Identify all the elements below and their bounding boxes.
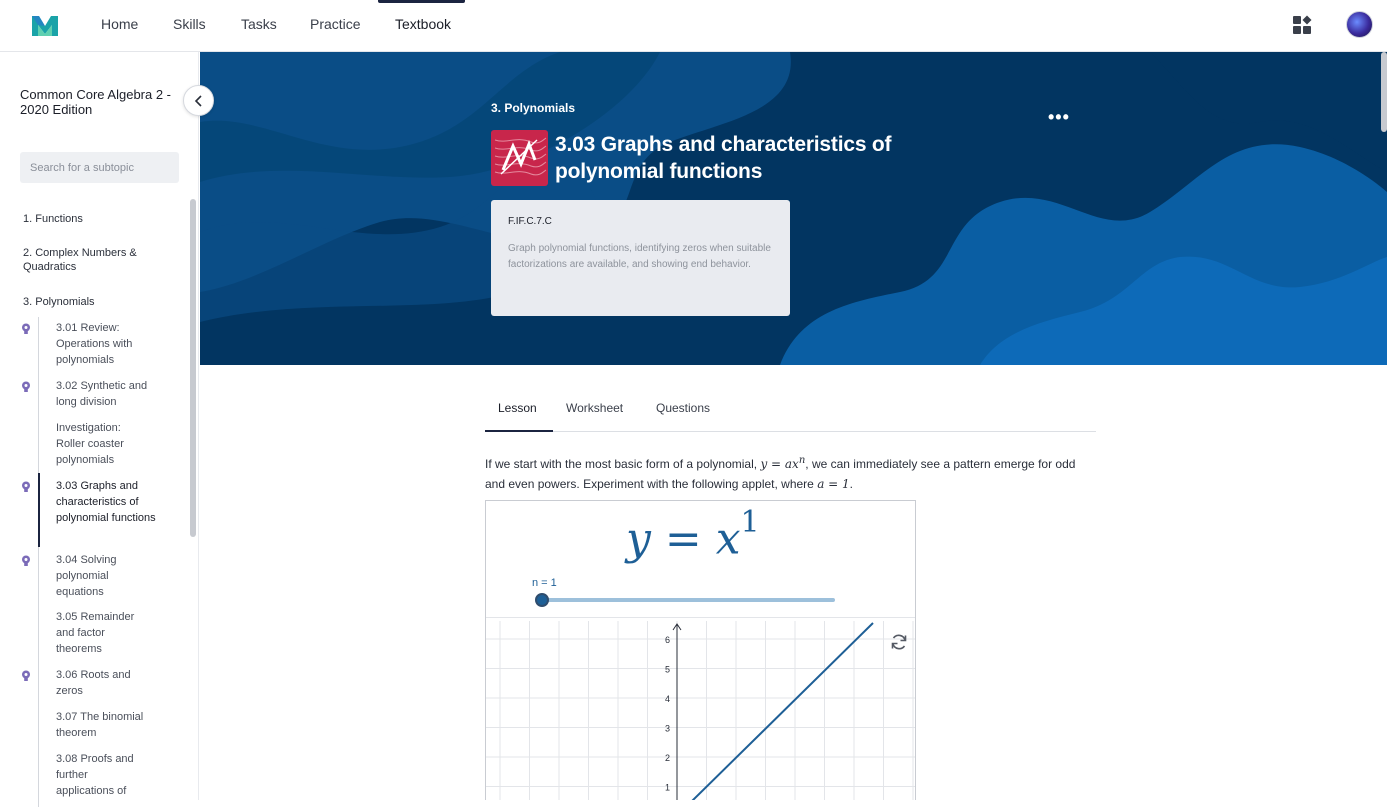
nav-active-indicator [378, 0, 465, 3]
y-tick-label: 6 [664, 635, 670, 645]
apps-grid-icon[interactable] [1292, 15, 1312, 35]
nav-tasks[interactable]: Tasks [241, 16, 277, 32]
nav-textbook[interactable]: Textbook [395, 16, 452, 32]
y-tick-label: 5 [664, 664, 670, 675]
standard-code: F.IF.C.7.C [508, 216, 552, 227]
standard-card [491, 200, 790, 316]
tab-questions[interactable]: Questions [656, 401, 711, 415]
nav-practice[interactable]: Practice [310, 16, 361, 32]
nav-home[interactable]: Home [101, 16, 139, 32]
sidebar [0, 52, 199, 800]
n-slider-track[interactable] [542, 598, 835, 602]
more-options-button[interactable]: ••• [1048, 107, 1070, 127]
chapter-polynomials[interactable]: 3. Polynomials [23, 296, 95, 308]
lightbulb-icon [21, 381, 31, 394]
intro-text-part: , we can immediately see a pattern emerge for odd and even powers. Experiment with the following applet, where [485, 457, 1076, 491]
function-graph[interactable] [486, 621, 916, 800]
lesson-tabs [485, 391, 1096, 432]
course-title: Common Core Algebra 2 - 2020 Edition [20, 87, 172, 117]
y-tick-label: 4 [664, 694, 670, 704]
mathspace-logo-icon[interactable] [30, 12, 60, 38]
lesson-intro-text [485, 451, 1095, 494]
subtopic-3-02[interactable]: 3.02 Synthetic and long division [56, 380, 148, 408]
chapter-functions[interactable]: 1. Functions [23, 213, 83, 225]
user-avatar[interactable] [1346, 11, 1373, 38]
intro-formula [760, 457, 805, 471]
intro-text-part: . [849, 477, 854, 491]
chevron-left-icon [194, 94, 204, 108]
subtopic-3-07[interactable]: 3.07 The binomial theorem [56, 711, 144, 739]
y-tick-labels [665, 635, 670, 793]
intro-formula-base: y = ax [760, 457, 799, 471]
graph-grid [486, 621, 916, 800]
breadcrumb[interactable]: 3. Polynomials [491, 101, 576, 115]
lesson-title: 3.03 Graphs and characteristics of polynomial functions [555, 133, 892, 183]
subtopic-3-08[interactable]: 3.08 Proofs and further applications of [56, 753, 134, 797]
lesson-banner [200, 52, 1387, 365]
subtopic-3-03[interactable]: 3.03 Graphs and characteristics of polynomial functions [56, 480, 156, 524]
subtopic-3-06[interactable]: 3.06 Roots and zeros [56, 669, 131, 697]
tab-lesson[interactable]: Lesson [498, 401, 537, 415]
collapse-sidebar-button[interactable] [183, 85, 214, 116]
tab-active-underline [485, 430, 553, 432]
banner-background-shapes [200, 52, 1387, 365]
lightbulb-icon [21, 481, 31, 494]
intro-formula-a: a = 1 [817, 477, 850, 491]
nav-skills[interactable]: Skills [173, 16, 206, 32]
chapter-complex-numbers[interactable]: 2. Complex Numbers & Quadratics [23, 247, 137, 273]
standard-description: Graph polynomial functions, identifying zeros when suitable factorizations are available, and showing end behavior. [508, 243, 771, 270]
lightbulb-icon [21, 555, 31, 568]
n-slider-handle[interactable] [535, 593, 549, 607]
tab-worksheet[interactable]: Worksheet [566, 401, 624, 415]
subtopic-active-marker [38, 473, 40, 547]
sidebar-scrollbar[interactable] [190, 199, 196, 537]
lesson-graph-icon [491, 130, 548, 186]
lightbulb-icon [21, 323, 31, 336]
subtopic-3-01[interactable]: 3.01 Review: Operations with polynomials [56, 322, 133, 366]
subtopic-3-05[interactable]: 3.05 Remainder and factor theorems [56, 611, 135, 655]
applet-formula [626, 505, 760, 565]
slider-label: n = 1 [532, 577, 557, 589]
top-navigation [0, 0, 1387, 52]
subtopic-3-04[interactable]: 3.04 Solving polynomial equations [56, 554, 117, 598]
applet-divider [486, 617, 916, 618]
applet-formula-base: y = x [626, 513, 741, 565]
applet-formula-exponent: 1 [740, 505, 760, 540]
y-tick-label: 2 [664, 753, 670, 763]
intro-formula-exponent: n [798, 455, 806, 466]
reset-icon[interactable] [889, 632, 909, 652]
subtopic-search-input[interactable] [20, 152, 179, 183]
y-tick-label: 1 [664, 782, 670, 793]
subtopic-guide-line [38, 317, 39, 807]
function-curve [692, 623, 873, 800]
polynomial-applet[interactable] [485, 500, 916, 800]
page-scrollbar[interactable] [1381, 52, 1387, 132]
subtopic-investigation[interactable]: Investigation: Roller coaster polynomials [56, 422, 124, 466]
lightbulb-icon [21, 670, 31, 683]
intro-text-part: If we start with the most basic form of a polynomial, [485, 457, 761, 471]
y-tick-label: 3 [664, 723, 670, 734]
